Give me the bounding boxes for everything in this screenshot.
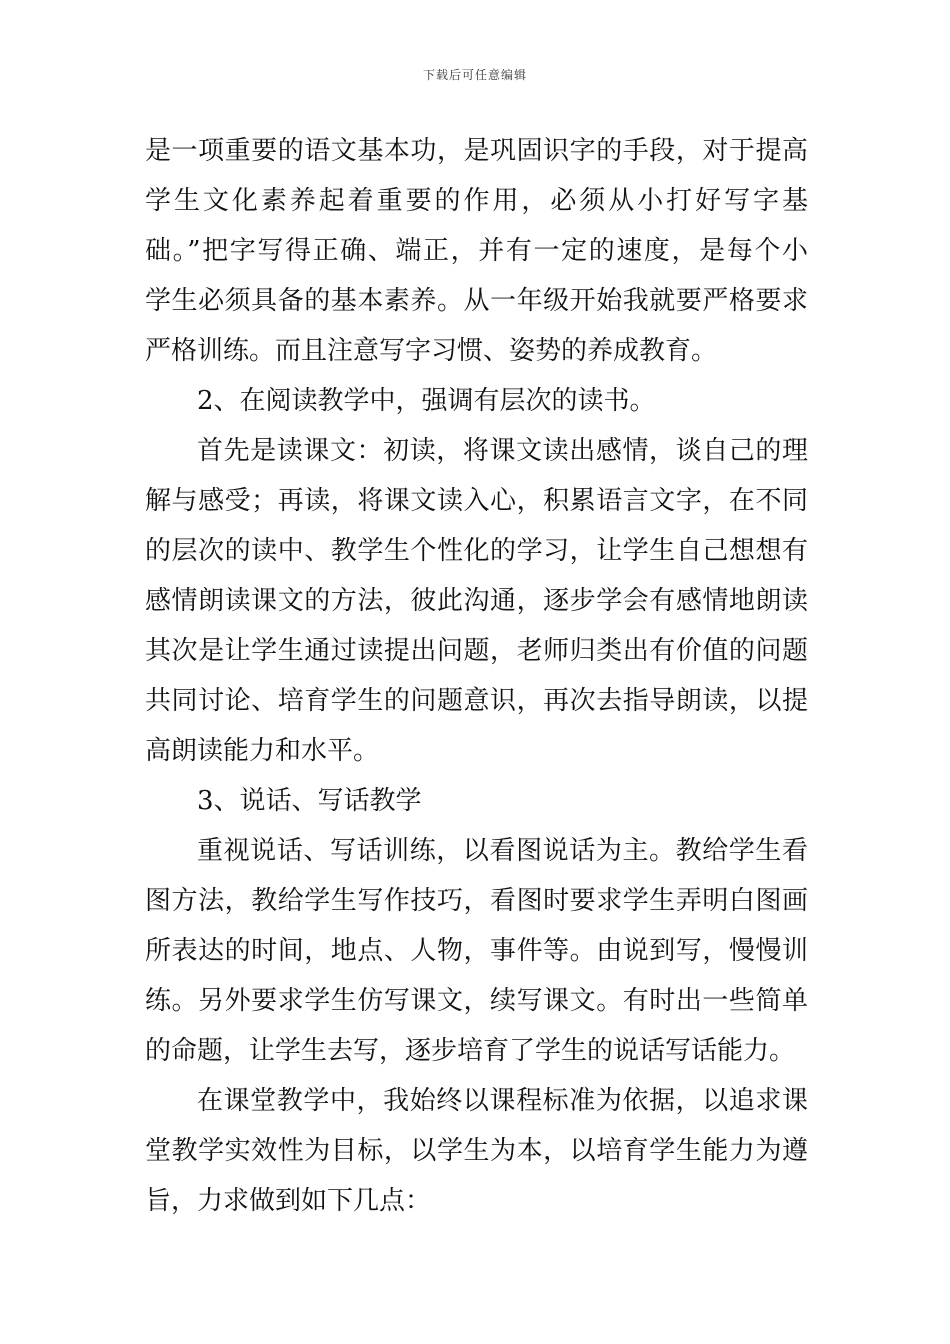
document-body <box>145 126 808 1226</box>
text-line: 学生必须具备的基本素养。从一年级开始我就要严格要求 <box>145 286 808 316</box>
text-line: 感情朗读课文的方法，彼此沟通，逐步学会有感情地朗读 <box>145 586 808 616</box>
text-line: 2、在阅读教学中，强调有层次的读书。 <box>197 386 656 416</box>
text-line: 共同讨论、培育学生的问题意识，再次去指导朗读，以提 <box>145 686 808 716</box>
text-line: 图方法，教给学生写作技巧，看图时要求学生弄明白图画 <box>145 886 808 916</box>
text-line: 是一项重要的语文基本功，是巩固识字的手段，对于提高 <box>145 136 808 166</box>
text-line: 高朗读能力和水平。 <box>145 736 380 766</box>
text-line: 堂教学实效性为目标，以学生为本，以培育学生能力为遵 <box>145 1136 808 1166</box>
text-line: 的命题，让学生去写，逐步培育了学生的说话写话能力。 <box>145 1036 796 1066</box>
text-line: 首先是读课文：初读，将课文读出感情，谈自己的理 <box>197 436 808 466</box>
text-line: 解与感受；再读，将课文读入心，积累语言文字，在不同 <box>145 486 808 516</box>
text-line: 学生文化素养起着重要的作用，必须从小打好写字基 <box>145 186 808 216</box>
text-line: 练。另外要求学生仿写课文，续写课文。有时出一些简单 <box>145 986 808 1016</box>
text-line: 旨，力求做到如下几点： <box>145 1186 432 1216</box>
text-line: 在课堂教学中，我始终以课程标准为依据，以追求课 <box>197 1086 808 1116</box>
text-line: 的层次的读中、教学生个性化的学习，让学生自己想想有 <box>145 536 808 566</box>
page-header: 下载后可任意编辑 <box>422 68 527 82</box>
text-line: 础。”把字写得正确、端正，并有一定的速度，是每个小 <box>145 236 808 266</box>
text-line: 所表达的时间，地点、人物，事件等。由说到写，慢慢训 <box>145 936 808 966</box>
text-line: 其次是让学生通过读提出问题，老师归类出有价值的问题 <box>145 636 808 666</box>
text-line: 重视说话、写话训练，以看图说话为主。教给学生看 <box>197 836 808 866</box>
text-line: 严格训练。而且注意写字习惯、姿势的养成教育。 <box>145 336 718 366</box>
text-line: 3、说话、写话教学 <box>197 786 422 816</box>
